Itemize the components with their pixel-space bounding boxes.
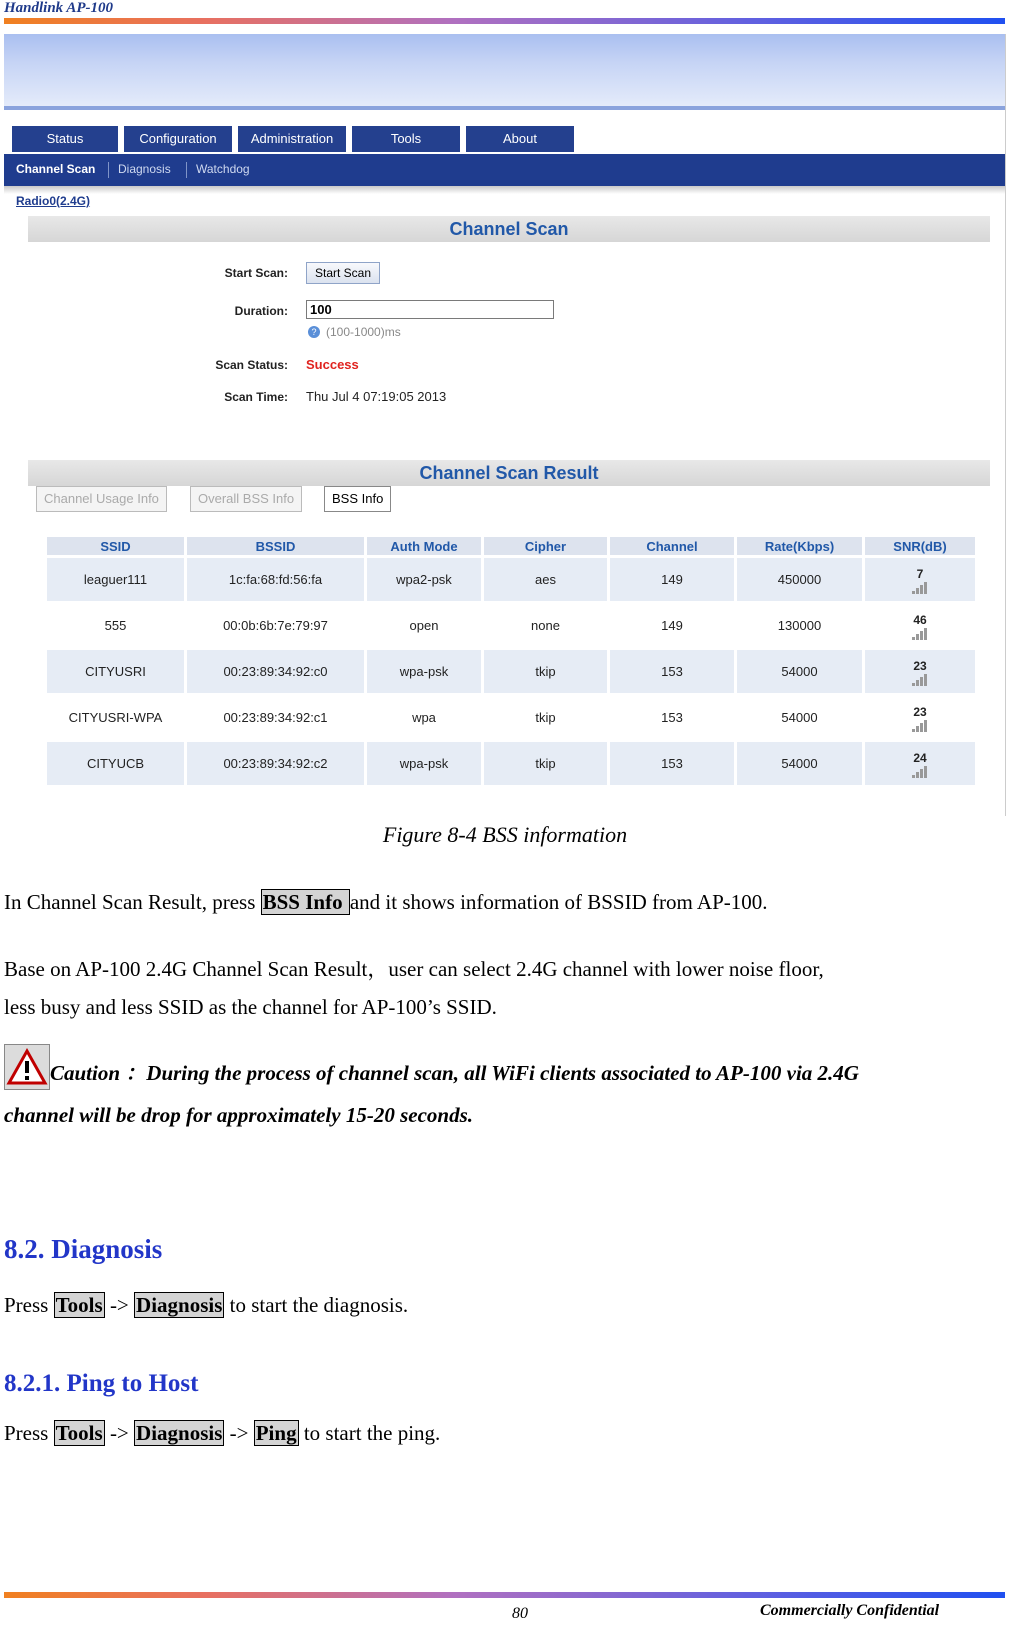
signal-bars-icon — [912, 581, 928, 594]
paragraph-ping — [4, 1414, 1004, 1452]
table-cell: tkip — [535, 710, 556, 725]
table-cell: tkip — [484, 650, 607, 693]
table-cell: 00:23:89:34:92:c1 — [223, 710, 328, 725]
table-cell: 153 — [610, 650, 734, 693]
col-rate: Rate(Kbps) — [737, 537, 862, 555]
duration-hint: (100-1000)ms — [326, 325, 401, 339]
paragraph-bss-info — [4, 883, 1004, 921]
tab-channel-usage-info[interactable]: Channel Usage Info — [36, 486, 167, 512]
col-auth-mode: Auth Mode — [367, 537, 481, 555]
caution-line: Caution ：During the process of channel scan, all WiFi clients associated to AP-100 via 2.4G — [50, 1061, 859, 1085]
confidential-label: Commercially Confidential — [760, 1602, 940, 1619]
table-cell: 00:23:89:34:92:c2 — [187, 742, 364, 785]
snr-value: 23 — [913, 704, 927, 719]
table-cell: CITYUCB — [47, 742, 184, 785]
scan-status-value: Success — [306, 357, 359, 372]
bss-info-keyword: BSS Info — [262, 890, 348, 914]
table-cell: 450000 — [737, 558, 862, 601]
start-scan-label: Start Scan: — [224, 266, 288, 280]
table-cell — [865, 696, 975, 739]
header-rule — [4, 18, 1005, 24]
table-cell: wpa-psk — [367, 650, 481, 693]
text: to start the diagnosis. — [224, 1293, 409, 1317]
table-cell: 153 — [661, 710, 683, 725]
help-icon: ? — [308, 326, 320, 338]
signal-bars-icon — [912, 627, 928, 640]
table-row — [47, 650, 975, 693]
caution-note — [4, 1052, 1004, 1136]
start-scan-button[interactable]: Start Scan — [306, 262, 380, 284]
top-nav — [4, 126, 1005, 154]
signal-bars-icon — [912, 765, 928, 778]
col-ssid: SSID — [47, 537, 184, 555]
tab-bss-info[interactable]: BSS Info — [324, 486, 391, 512]
subtab-watchdog[interactable]: Watchdog — [196, 162, 250, 176]
text: Press — [4, 1293, 54, 1317]
section-heading-diagnosis: 8.2. Diagnosis — [4, 1234, 163, 1264]
text: Press — [4, 1421, 54, 1445]
radio-link[interactable]: Radio0(2.4G) — [16, 194, 91, 208]
text: -> — [224, 1421, 254, 1445]
col-cipher: Cipher — [484, 537, 607, 555]
nav-shadow — [4, 186, 1005, 194]
snr-value: 7 — [916, 566, 924, 581]
table-cell: CITYUSRI-WPA — [68, 710, 163, 725]
paragraph-diagnosis — [4, 1286, 1004, 1324]
table-cell: 54000 — [781, 710, 818, 725]
tab-status[interactable]: Status — [12, 126, 118, 152]
table-cell: 555 — [104, 618, 127, 633]
table-cell: 149 — [610, 558, 734, 601]
table-cell: leaguer111 — [47, 558, 184, 601]
table-header-row — [47, 537, 975, 555]
table-cell: 00:23:89:34:92:c0 — [187, 650, 364, 693]
footer-rule — [4, 1592, 1005, 1598]
duration-input[interactable]: 100 — [306, 300, 554, 319]
diagnosis-keyword: Diagnosis — [136, 1421, 223, 1445]
text: -> — [104, 1421, 135, 1445]
table-cell: 153 — [610, 742, 734, 785]
channel-scan-result-title: Channel Scan Result — [28, 460, 990, 486]
table-cell: wpa-psk — [367, 742, 481, 785]
subnav-divider — [186, 162, 187, 178]
table-cell — [865, 558, 975, 601]
paragraph-channel-advice — [4, 950, 1004, 1026]
tools-keyword: Tools — [55, 1421, 103, 1445]
snr-value: 46 — [913, 612, 927, 627]
text: -> — [104, 1293, 135, 1317]
table-row — [47, 558, 975, 601]
table-cell — [865, 650, 975, 693]
app-banner — [4, 34, 1005, 110]
table-cell: none — [531, 618, 560, 633]
text-line: Base on AP-100 2.4G Channel Scan Result，user can select 2.4G channel with lower noise floor, — [4, 957, 824, 981]
ping-keyword: Ping — [255, 1421, 297, 1445]
tools-keyword: Tools — [55, 1293, 103, 1317]
text: to start the ping. — [298, 1421, 441, 1445]
table-cell: 00:0b:6b:7e:79:97 — [223, 618, 328, 633]
text: In Channel Scan Result, press — [4, 890, 261, 914]
signal-bars-icon — [912, 719, 928, 732]
table-cell: 54000 — [737, 650, 862, 693]
bss-table — [44, 534, 978, 788]
table-row — [47, 604, 975, 647]
table-cell: 149 — [661, 618, 683, 633]
tab-about[interactable]: About — [466, 126, 574, 152]
snr-value: 24 — [913, 750, 927, 765]
table-cell — [865, 604, 975, 647]
table-cell: open — [409, 618, 439, 633]
scan-time-label: Scan Time: — [224, 390, 288, 404]
col-bssid: BSSID — [187, 537, 364, 555]
signal-bars-icon — [912, 673, 928, 686]
figure-caption: Figure 8-4 BSS information — [382, 822, 628, 847]
table-row — [47, 742, 975, 785]
subtab-channel-scan[interactable]: Channel Scan — [16, 162, 96, 176]
table-cell: wpa2-psk — [367, 558, 481, 601]
table-cell: CITYUSRI — [47, 650, 184, 693]
col-snr: SNR(dB) — [865, 537, 975, 555]
ui-screenshot — [4, 34, 1006, 816]
tab-administration[interactable]: Administration — [238, 126, 346, 152]
document-header-title: Handlink AP-100 — [4, 0, 114, 16]
channel-scan-title: Channel Scan — [28, 216, 990, 242]
subsection-heading-ping: 8.2.1. Ping to Host — [4, 1370, 199, 1397]
subnav-divider — [108, 162, 109, 178]
scan-status-label: Scan Status: — [215, 358, 288, 372]
page-number: 80 — [512, 1605, 528, 1622]
tab-overall-bss-info[interactable]: Overall BSS Info — [190, 486, 302, 512]
caution-line: channel will be drop for approximately 15-20 seconds. — [4, 1103, 473, 1127]
table-cell: 1c:fa:68:fd:56:fa — [187, 558, 364, 601]
tab-tools[interactable]: Tools — [352, 126, 460, 152]
text-line: less busy and less SSID as the channel for AP-100’s SSID. — [4, 995, 497, 1019]
scan-time-value: Thu Jul 4 07:19:05 2013 — [306, 389, 447, 404]
diagnosis-keyword: Diagnosis — [136, 1293, 223, 1317]
tab-configuration[interactable]: Configuration — [124, 126, 232, 152]
table-cell: 54000 — [737, 742, 862, 785]
table-cell: tkip — [484, 742, 607, 785]
text: and it shows information of BSSID from AP-100. — [349, 890, 768, 914]
table-cell: 130000 — [777, 618, 822, 633]
table-cell: wpa — [412, 710, 436, 725]
col-channel: Channel — [610, 537, 734, 555]
table-row — [47, 696, 975, 739]
subtab-diagnosis[interactable]: Diagnosis — [118, 162, 171, 176]
sub-nav — [4, 154, 1005, 186]
snr-value: 23 — [913, 658, 927, 673]
duration-label: Duration: — [234, 304, 288, 318]
table-cell — [865, 742, 975, 785]
table-cell: aes — [484, 558, 607, 601]
